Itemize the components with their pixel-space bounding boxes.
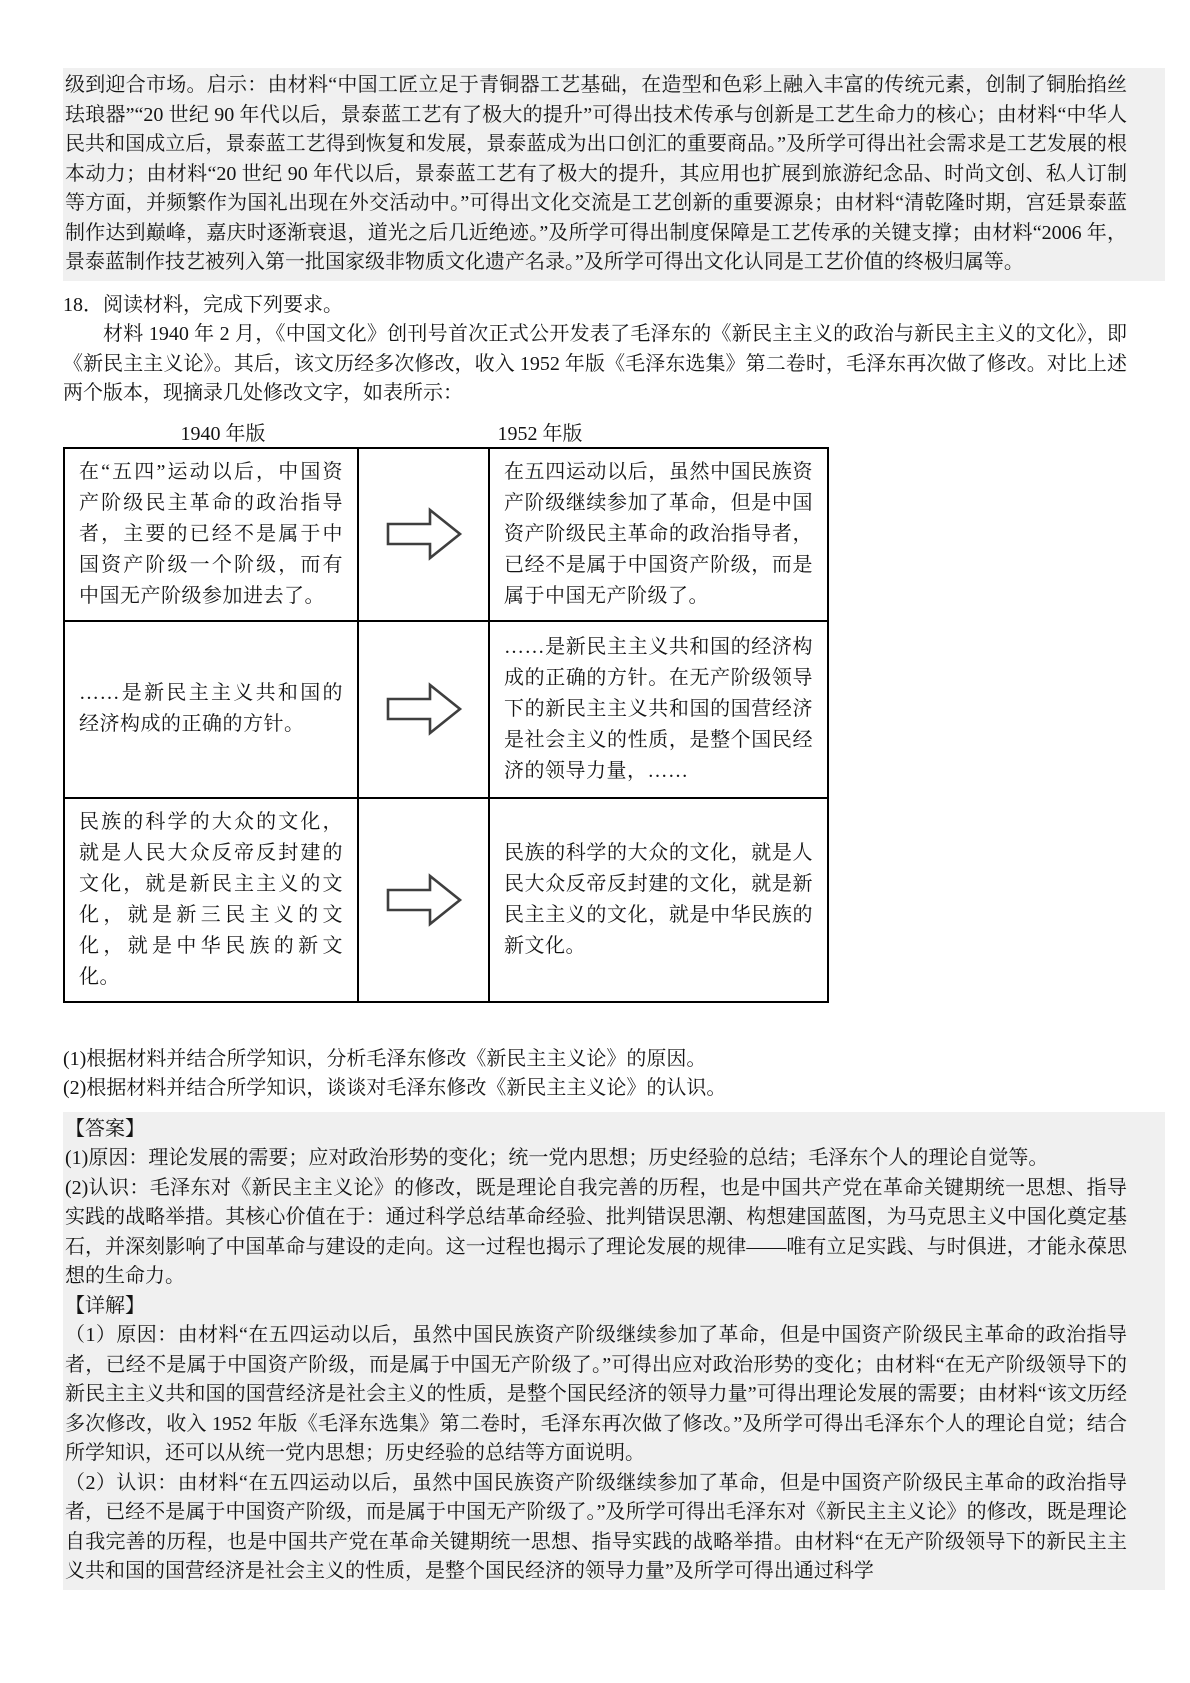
right-arrow-icon: [385, 682, 463, 736]
answer-point-1: (1)原因：理论发展的需要；应对政治形势的变化；统一党内思想；历史经验的总结；毛泽东个人的理论自觉等。: [65, 1147, 1049, 1169]
question-18-material-paragraph: 材料 1940 年 2 月，《中国文化》创刊号首次正式公开发表了毛泽东的《新民主主义的政治与新民主主义的文化》，即《新民主主义论》。其后，该文历经多次修改，收入 1952 年版《毛泽东选集》第二卷时，毛泽东再次做了修改。对比上述两个版本，现摘录几处修改文字，如表所示：: [63, 323, 1127, 404]
subquestion-2: (2)根据材料并结合所学知识，谈谈对毛泽东修改《新民主主义论》的认识。: [63, 1077, 727, 1099]
right-arrow-icon: [385, 507, 463, 561]
table-header-1940-edition: 1940 年版: [180, 422, 266, 445]
subquestion-1: (1)根据材料并结合所学知识，分析毛泽东修改《新民主主义论》的原因。: [63, 1047, 707, 1070]
arrow-cell-row3: [358, 798, 489, 1002]
previous-answer-highlight-block: [63, 68, 1165, 281]
arrow-cell-row2: [358, 621, 489, 798]
cell-1952-row2: ……是新民主主义共和国的经济构成的正确的方针。在无产阶级领导下的新民主主义共和国的国营经济是社会主义的性质，是整个国民经济的领导力量，……: [489, 621, 828, 798]
arrow-cell-row1: [358, 448, 489, 621]
table-header-1952-edition: 1952 年版: [497, 422, 583, 445]
subquestions: [63, 1045, 1127, 1104]
answer-point-2: (2)认识：毛泽东对《新民主主义论》的修改，既是理论自我完善的历程，也是中国共产党在革命关键期统一思想、指导实践的战略举措。其核心价值在于：通过科学总结革命经验、批判错误思潮、构想建国蓝图，为马克思主义中国化奠定基石，并深刻影响了中国革命与建设的走向。这一过程也揭示了理论发展的规律——唯有立足实践、与时俱进，才能永葆思想的生命力。: [65, 1176, 1127, 1287]
previous-answer-continuation-text: 级到迎合市场。启示：由材料“中国工匠立足于青铜器工艺基础，在造型和色彩上融入丰富的传统元素，创制了铜胎掐丝珐琅器”“20 世纪 90 年代以后，景泰蓝工艺有了极大的提升”可得出技术传承与创新是工艺生命力的核心；由材料“中华人民共和国成立后，景泰蓝工艺得到恢复和发展，景泰蓝成为出口创汇的重要商品。”及所学可得出社会需求是工艺发展的根本动力；由材料“20 世纪 90 年代以后，景泰蓝工艺有了极大的提升，其应用也扩展到旅游纪念品、时尚文创、私人订制等方面，并频繁作为国礼出现在外交活动中。”可得出文化交流是工艺创新的重要源泉；由材料“清乾隆时期，宫廷景泰蓝制作达到巅峰，嘉庆时逐渐衰退，道光之后几近绝迹。”及所学可得出制度保障是工艺传承的关键支撑；由材料“2006 年，景泰蓝制作技艺被列入第一批国家级非物质文化遗产名录。”及所学可得出文化认同是工艺价值的终极归属等。: [65, 74, 1127, 273]
table-row: [64, 798, 828, 1002]
comparison-table-headers: [63, 411, 1127, 447]
table-row: [64, 448, 828, 621]
cell-1952-row3: 民族的科学的大众的文化，就是人民大众反帝反封建的文化，就是新民主主义的文化，就是中华民族的新文化。: [489, 798, 828, 1002]
version-comparison-table: [63, 447, 829, 1003]
right-arrow-icon: [385, 873, 463, 927]
cell-1940-row3: 民族的科学的大众的文化，就是人民大众反帝反封建的文化，就是新民主主义的文化，就是新三民主义的文化，就是中华民族的新文化。: [64, 798, 358, 1002]
cell-1940-row2: ……是新民主主义共和国的经济构成的正确的方针。: [64, 621, 358, 798]
answer-analysis-highlight-block: [63, 1112, 1165, 1590]
answer-label: 【答案】: [65, 1117, 145, 1140]
analysis-point-1: （1）原因：由材料“在五四运动以后，虽然中国民族资产阶级继续参加了革命，但是中国资产阶级民主革命的政治指导者，已经不是属于中国资产阶级，而是属于中国无产阶级了。”可得出应对政治形势的变化；由材料“在无产阶级领导下的新民主主义共和国的国营经济是社会主义的性质，是整个国民经济的领导力量”可得出理论发展的需要；由材料“该文历经多次修改，收入 1952 年版《毛泽东选集》第二卷时，毛泽东再次做了修改。”及所学可得出毛泽东个人的理论自觉；结合所学知识，还可以从统一党内思想；历史经验的总结等方面说明。: [65, 1324, 1127, 1464]
table-row: [64, 621, 828, 798]
analysis-label: 【详解】: [65, 1294, 145, 1317]
cell-1952-row1: 在五四运动以后，虽然中国民族资产阶级继续参加了革命，但是中国资产阶级民主革命的政治指导者，已经不是属于中国资产阶级，而是属于中国无产阶级了。: [489, 448, 828, 621]
question-18-stem: 18．阅读材料，完成下列要求。: [63, 293, 343, 316]
analysis-point-2: （2）认识：由材料“在五四运动以后，虽然中国民族资产阶级继续参加了革命，但是中国资产阶级民主革命的政治指导者，已经不是属于中国资产阶级，而是属于中国无产阶级了。”及所学可得出毛泽东对《新民主主义论》的修改，既是理论自我完善的历程，也是中国共产党在革命关键期统一思想、指导实践的战略举措。由材料“在无产阶级领导下的新民主主义共和国的国营经济是社会主义的性质，是整个国民经济的领导力量”及所学可得出通过科学: [65, 1471, 1127, 1582]
cell-1940-row1: 在“五四”运动以后，中国资产阶级民主革命的政治指导者，主要的已经不是属于中国资产阶级一个阶级，而有中国无产阶级参加进去了。: [64, 448, 358, 621]
